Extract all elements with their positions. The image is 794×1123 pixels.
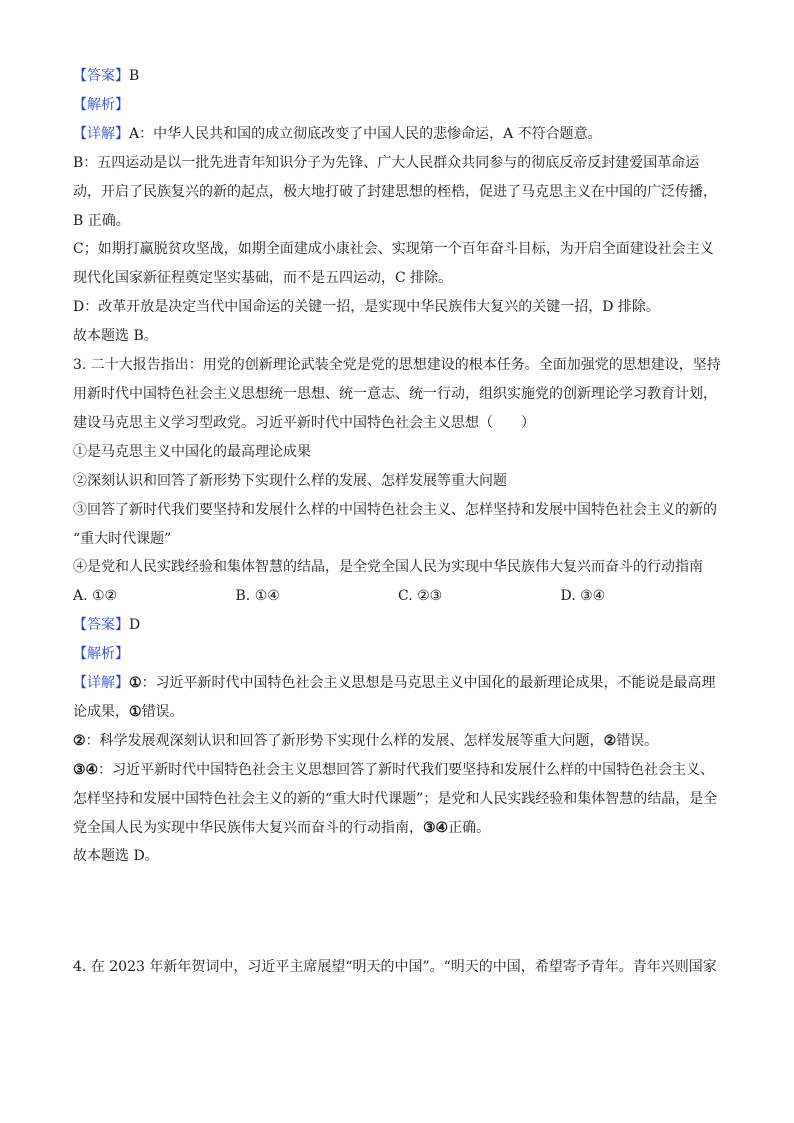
q3-stem-line-2: 用新时代中国特色社会主义思想统一思想、统一意志、统一行动，组织实施党的创新理论学习教育计划， (73, 385, 717, 402)
q3-statement-4: ④是党和人民实践经验和集体智慧的结晶，是全党全国人民为实现中华民族伟大复兴而奋斗的行动指南 (73, 559, 703, 576)
q3-detail-line-4 (73, 756, 723, 785)
q3-detail-line-5: 怎样坚持和发展中国特色社会主义的新的“重大时代课题”；是党和人民实践经验和集体智慧的结晶，是全 (73, 790, 718, 807)
answer-tag: 【答案】 (73, 68, 129, 84)
q3-stem-line-3: 建设马克思主义学习型政党。习近平新时代中国特色社会主义思想（ ） (73, 414, 535, 431)
statement-mark: ① (129, 675, 142, 692)
statement-mark: ② (603, 732, 617, 749)
detail-text: ：习近平新时代中国特色社会主义思想回答了新时代我们要坚持和发展什么样的中国特色社会主义、 (98, 761, 715, 778)
statement-mark: ③④ (73, 761, 99, 778)
detail-tag: 【详解】 (73, 675, 129, 692)
q3-conclusion: 故本题选 D。 (73, 848, 159, 865)
q3-detail-line-3 (73, 727, 723, 756)
q3-analysis-line (73, 640, 723, 669)
q3-statement-3: ③回答了新时代我们要坚持和发展什么样的中国特色社会主义、怎样坚持和发展中国特色社会主义的新的 (73, 501, 717, 518)
detail-text: 正确。 (448, 819, 491, 836)
detail-text: 错误。 (616, 732, 659, 749)
q3-statement-2: ②深刻认识和回答了新形势下实现什么样的发展、怎样发展等重大问题 (73, 472, 507, 489)
q2-analysis-line (73, 91, 723, 120)
q3-detail-line-6 (73, 814, 723, 843)
q2-conclusion: 故本题选 B。 (73, 328, 158, 345)
q3-detail-line-2 (73, 698, 723, 727)
q3-statement-3-cont: “重大时代课题” (73, 530, 172, 547)
q2-detail-line-6: 现代化国家新征程奠定坚实基础，而不是五四运动，C 排除。 (73, 270, 453, 287)
q2-detail-line-5: C；如期打赢脱贫攻坚战，如期全面建成小康社会、实现第一个百年奋斗目标，为开启全面建设社会主义 (73, 241, 714, 258)
answer-tag: 【答案】 (73, 617, 129, 634)
detail-text: ：科学发展观深刻认识和回答了新形势下实现什么样的发展、怎样发展等重大问题， (85, 732, 604, 749)
option-b: B. ①④ (235, 588, 280, 605)
statement-mark: ② (73, 732, 86, 749)
q2-detail-line-2: B：五四运动是以一批先进青年知识分子为先锋、广大人民群众共同参与的彻底反帝反封建爱国革命运 (73, 154, 700, 171)
option-d: D. ③④ (560, 588, 606, 605)
document-page (73, 62, 723, 982)
q4-stem-line-1: 4. 在 2023 年新年贺词中，习近平主席展望“明天的中国”。“明天的中国，希望寄予青年。青年兴则国家 (73, 959, 717, 976)
analysis-tag: 【解析】 (73, 96, 129, 113)
statement-mark: ③④ (423, 819, 449, 836)
q3-answer-line (73, 611, 723, 640)
detail-text: ：习近平新时代中国特色社会主义思想是马克思主义中国化的最新理论成果，不能说是最高理 (141, 675, 716, 692)
q2-detail-line-1 (73, 120, 723, 149)
q2-detail-line-4: B 正确。 (73, 212, 130, 229)
section-spacer (73, 871, 723, 953)
answer-value: B (129, 68, 140, 84)
answer-value: D (129, 617, 141, 634)
analysis-tag: 【解析】 (73, 646, 129, 663)
q2-answer-line (73, 62, 723, 91)
q3-options (73, 582, 723, 611)
detail-text: 错误。 (141, 703, 184, 720)
detail-text: A：中华人民共和国的成立彻底改变了中国人民的悲惨命运，A 不符合题意。 (129, 125, 602, 142)
q2-detail-line-3: 动，开启了民族复兴的新的起点，极大地打破了封建思想的桎梏，促进了马克思主义在中国的广泛传播， (73, 183, 717, 200)
q3-detail-line-1 (73, 669, 723, 698)
q3-statement-1: ①是马克思主义中国化的最高理论成果 (73, 443, 311, 460)
statement-mark: ① (129, 703, 142, 720)
q3-stem-line-1: 3. 二十大报告指出：用党的创新理论武装全党是党的思想建设的根本任务。全面加强党的思想建设，坚持 (73, 357, 721, 374)
detail-tag: 【详解】 (73, 125, 129, 142)
detail-text: 党全国人民为实现中华民族伟大复兴而奋斗的行动指南， (73, 819, 423, 836)
q2-detail-line-7: D：改革开放是决定当代中国命运的关键一招，是实现中华民族伟大复兴的关键一招，D 排除。 (73, 299, 660, 316)
option-c: C. ②③ (398, 588, 443, 605)
option-a: A. ①② (73, 588, 118, 605)
detail-text: 论成果， (73, 703, 129, 720)
